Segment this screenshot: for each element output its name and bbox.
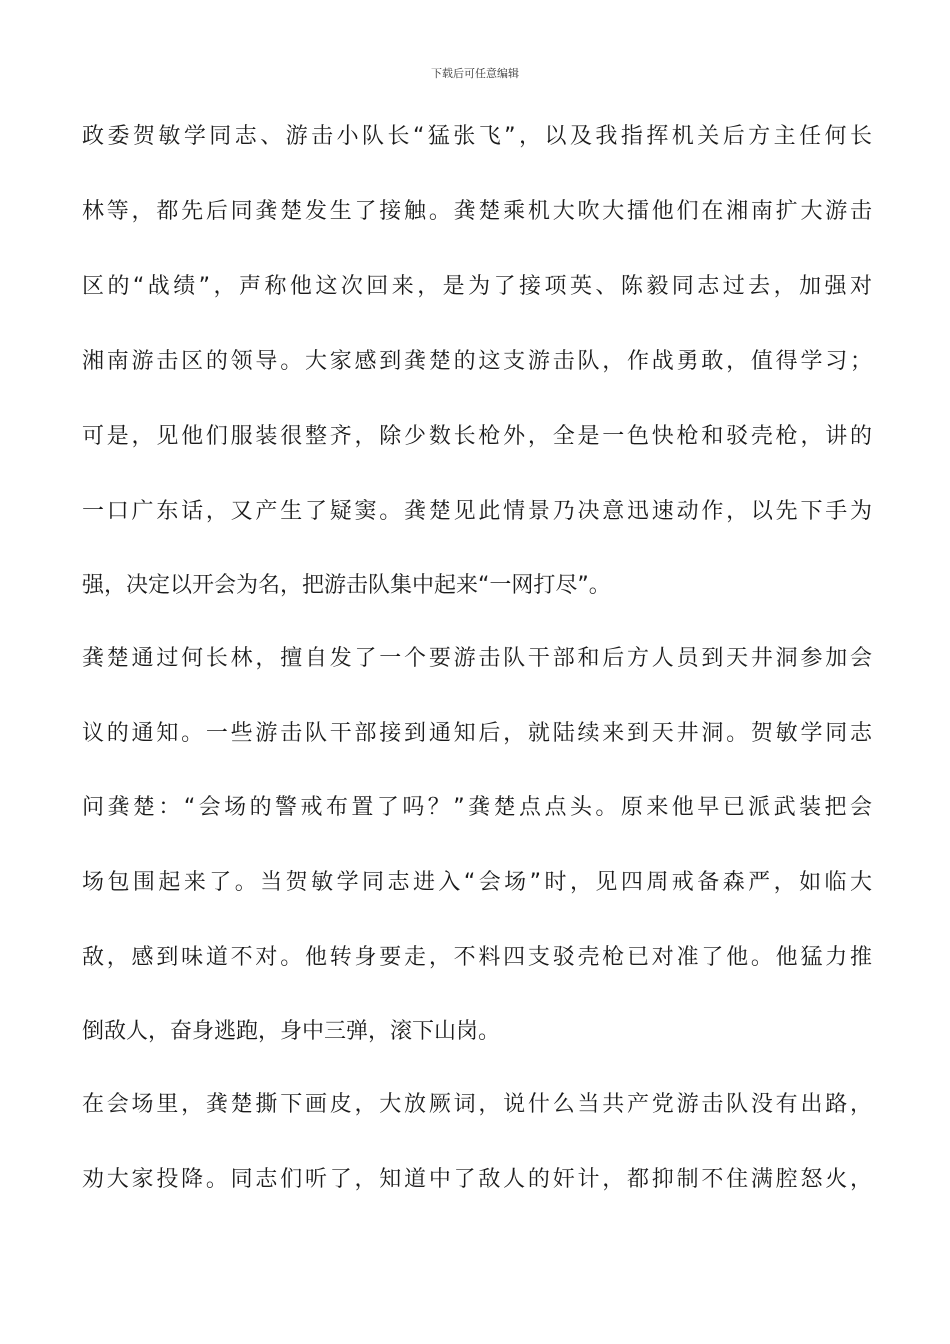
page-header: 下载后可任意编辑	[431, 67, 519, 80]
text-line: 龚楚通过何长林，擅自发了一个要游击队干部和后方人员到天井洞参加会	[82, 646, 872, 671]
text-line: 劝大家投降。同志们听了，知道中了敌人的奸计，都抑制不住满腔怒火，	[82, 1167, 872, 1192]
text-line: 场包围起来了。当贺敏学同志进入“会场”时，见四周戒备森严，如临大	[82, 870, 872, 895]
text-line: 问龚楚：“会场的警戒布置了吗？”龚楚点点头。原来他早已派武装把会	[82, 795, 872, 820]
text-line: 区的“战绩”，声称他这次回来，是为了接项英、陈毅同志过去，加强对	[82, 274, 872, 299]
text-line: 可是，见他们服装很整齐，除少数长枪外，全是一色快枪和驳壳枪，讲的	[82, 424, 872, 449]
text-line: 议的通知。一些游击队干部接到通知后，就陆续来到天井洞。贺敏学同志	[82, 721, 872, 746]
text-line: 湘南游击区的领导。大家感到龚楚的这支游击队，作战勇敢，值得学习；	[82, 349, 872, 374]
text-line: 倒敌人，奋身逃跑，身中三弹，滚下山岗。	[82, 1019, 501, 1044]
text-line: 强，决定以开会为名，把游击队集中起来“一网打尽”。	[82, 573, 611, 598]
text-line: 敌，感到味道不对。他转身要走，不料四支驳壳枪已对准了他。他猛力推	[82, 945, 872, 970]
text-line: 一口广东话，又产生了疑窦。龚楚见此情景乃决意迅速动作，以先下手为	[82, 499, 872, 524]
text-line: 林等，都先后同龚楚发生了接触。龚楚乘机大吹大擂他们在湘南扩大游击	[82, 199, 872, 224]
text-line: 在会场里，龚楚撕下画皮，大放厥词，说什么当共产党游击队没有出路，	[82, 1092, 872, 1117]
text-line: 政委贺敏学同志、游击小队长“猛张飞”，以及我指挥机关后方主任何长	[82, 124, 872, 149]
